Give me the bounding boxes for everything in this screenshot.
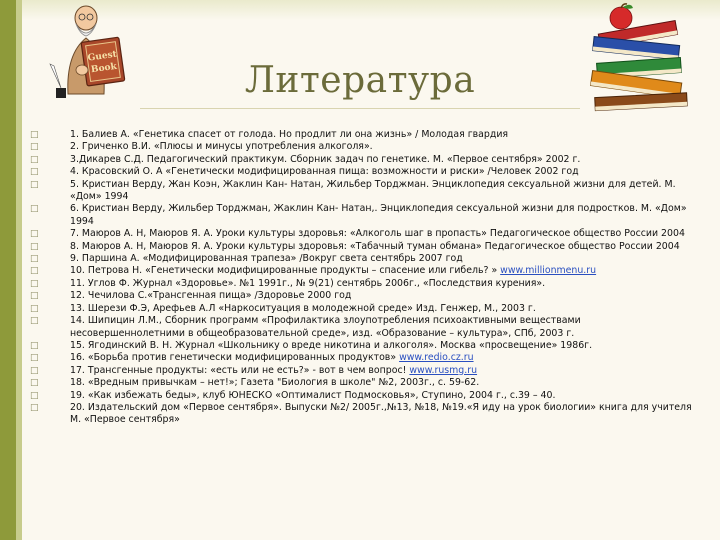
bullet-icon: □: [30, 204, 39, 215]
book-label-line1: Guest: [87, 49, 118, 64]
bullet-icon: □: [30, 303, 39, 314]
reference-item: [30, 179, 692, 204]
reference-text: 1. Балиев А. «Генетика спасет от голода. Но продлит ли она жизнь» / Молодая гвардия: [70, 129, 509, 140]
bullet-icon: □: [30, 402, 39, 413]
page-title: Литература: [244, 60, 476, 101]
bullet-icon: □: [30, 291, 39, 302]
bullet-icon: □: [30, 340, 39, 351]
reference-link[interactable]: www.millionmenu.ru: [500, 265, 597, 277]
reference-item: [30, 290, 692, 302]
reference-item: [30, 303, 692, 315]
reference-item: [30, 203, 692, 228]
reference-item: [30, 340, 692, 352]
reference-list: [30, 129, 692, 427]
reference-text: 7. Маюров А. Н, Маюров Я. А. Уроки культуры здоровья: «Алкоголь шаг в пропасть» Педагогическое общество России 2004: [70, 228, 685, 240]
reference-item: [30, 253, 692, 265]
bullet-icon: □: [30, 353, 39, 364]
bullet-icon: □: [30, 130, 39, 140]
reference-item: [30, 390, 692, 402]
bullet-icon: □: [30, 167, 39, 178]
reference-item: [30, 315, 692, 340]
bullet-icon: □: [30, 154, 39, 165]
reference-text: 16. «Борьба против генетически модифицированных продуктов»: [70, 352, 400, 364]
reference-link[interactable]: www.redio.cz.ru: [399, 352, 474, 364]
bullet-icon: □: [30, 254, 39, 265]
book-label-line2: Book: [90, 61, 118, 76]
reference-item: [30, 241, 692, 253]
bullet-icon: □: [30, 241, 39, 252]
reference-text: 15. Ягодинский В. Н. Журнал «Школьнику о вреде никотина и алкоголя». Москва «просвещение» 1986г.: [70, 339, 593, 351]
reference-item: [30, 377, 692, 389]
bullet-icon: □: [30, 316, 39, 327]
reference-item: [30, 402, 692, 427]
bullet-icon: □: [30, 229, 39, 240]
reference-item: [30, 228, 692, 240]
reference-item: [30, 166, 692, 178]
reference-text: 19. «Как избежать беды», клуб ЮНЕСКО «Оптималист Подмосковья», Ступино, 2004 г., с.39 – 40.: [70, 389, 556, 401]
reference-item: [30, 129, 692, 141]
bullet-icon: □: [30, 266, 39, 277]
reference-item: [30, 352, 692, 364]
reference-item: [30, 365, 692, 377]
reference-text: 6. Кристиан Верду, Жильбер Торджман, Жаклин Кан- Натан,. Энциклопедия сексуальной жизни для подростков. М. «Дом» 1994: [70, 203, 687, 227]
reference-text: 8. Маюров А. Н, Маюров Я. А. Уроки культуры здоровья: «Табачный туман обмана» Педагогическое общество России 2004: [70, 240, 680, 252]
bullet-icon: □: [30, 278, 39, 289]
reference-text: 17. Трансгенные продукты: «есть или не есть?» - вот в чем вопрос!: [70, 364, 410, 376]
reference-text: 12. Чечилова С.«Трансгенная пища» /Здоровье 2000 год: [70, 290, 352, 302]
bullet-icon: □: [30, 179, 39, 190]
reference-text: 11. Углов Ф. Журнал «Здоровье». №1 1991г., № 9(21) сентябрь 2006г., «Последствия курения».: [70, 277, 546, 289]
bullet-icon: □: [30, 365, 39, 376]
reference-text: 14. Шипицин Л.М., Сборник программ «Профилактика злоупотребления психоактивными веществами несовершеннолетними в общеобразовательной среде», изд. «Образование – культура», СПб, 2003 г.: [70, 315, 581, 339]
reference-text: 2. Гриченко В.И. «Плюсы и минусы употребления алкоголя».: [70, 141, 373, 153]
reference-link[interactable]: www.rusmg.ru: [409, 364, 478, 376]
reference-text: 13. Шерези Ф.Э, Арефьев А.Л «Наркоситуация в молодежной среде» Изд. Генжер, М., 2003 г.: [70, 302, 536, 314]
title-divider: [140, 108, 580, 109]
reference-item: [30, 154, 692, 166]
reference-text: 20. Издательский дом «Первое сентября». Выпуски №2/ 2005г.,№13, №18, №19.«Я иду на урок биологии» книга для учителя М. «Первое сентября»: [70, 401, 692, 426]
reference-item: [30, 278, 692, 290]
reference-text: 18. «Вредным привычкам – нет!»; Газета "Биология в школе" №2, 2003г., с. 59-62.: [70, 377, 480, 389]
bullet-icon: □: [30, 390, 39, 401]
bullet-icon: □: [30, 378, 39, 389]
bullet-icon: □: [30, 142, 39, 153]
reference-text: 10. Петрова Н. «Генетически модифицированные продукты – спасение или гибель? »: [70, 265, 501, 277]
reference-item: [30, 265, 692, 277]
reference-text: 4. Красовский О. А «Генетически модифицированная пища: возможности и риски» /Человек 2002 год: [70, 166, 579, 178]
reference-text: 9. Паршина А. «Модифицированная трапеза» /Вокруг света сентябрь 2007 год: [70, 253, 463, 265]
reference-item: [30, 141, 692, 153]
reference-text: 5. Кристиан Верду, Жан Коэн, Жаклин Кан- Натан, Жильбер Торджман. Энциклопедия сексуальной жизни для детей. М. «Дом» 1994: [70, 178, 676, 203]
reference-text: 3.Дикарев С.Д. Педагогический практикум. Сборник задач по генетике. М. «Первое сентября» 2002 г.: [70, 153, 581, 165]
